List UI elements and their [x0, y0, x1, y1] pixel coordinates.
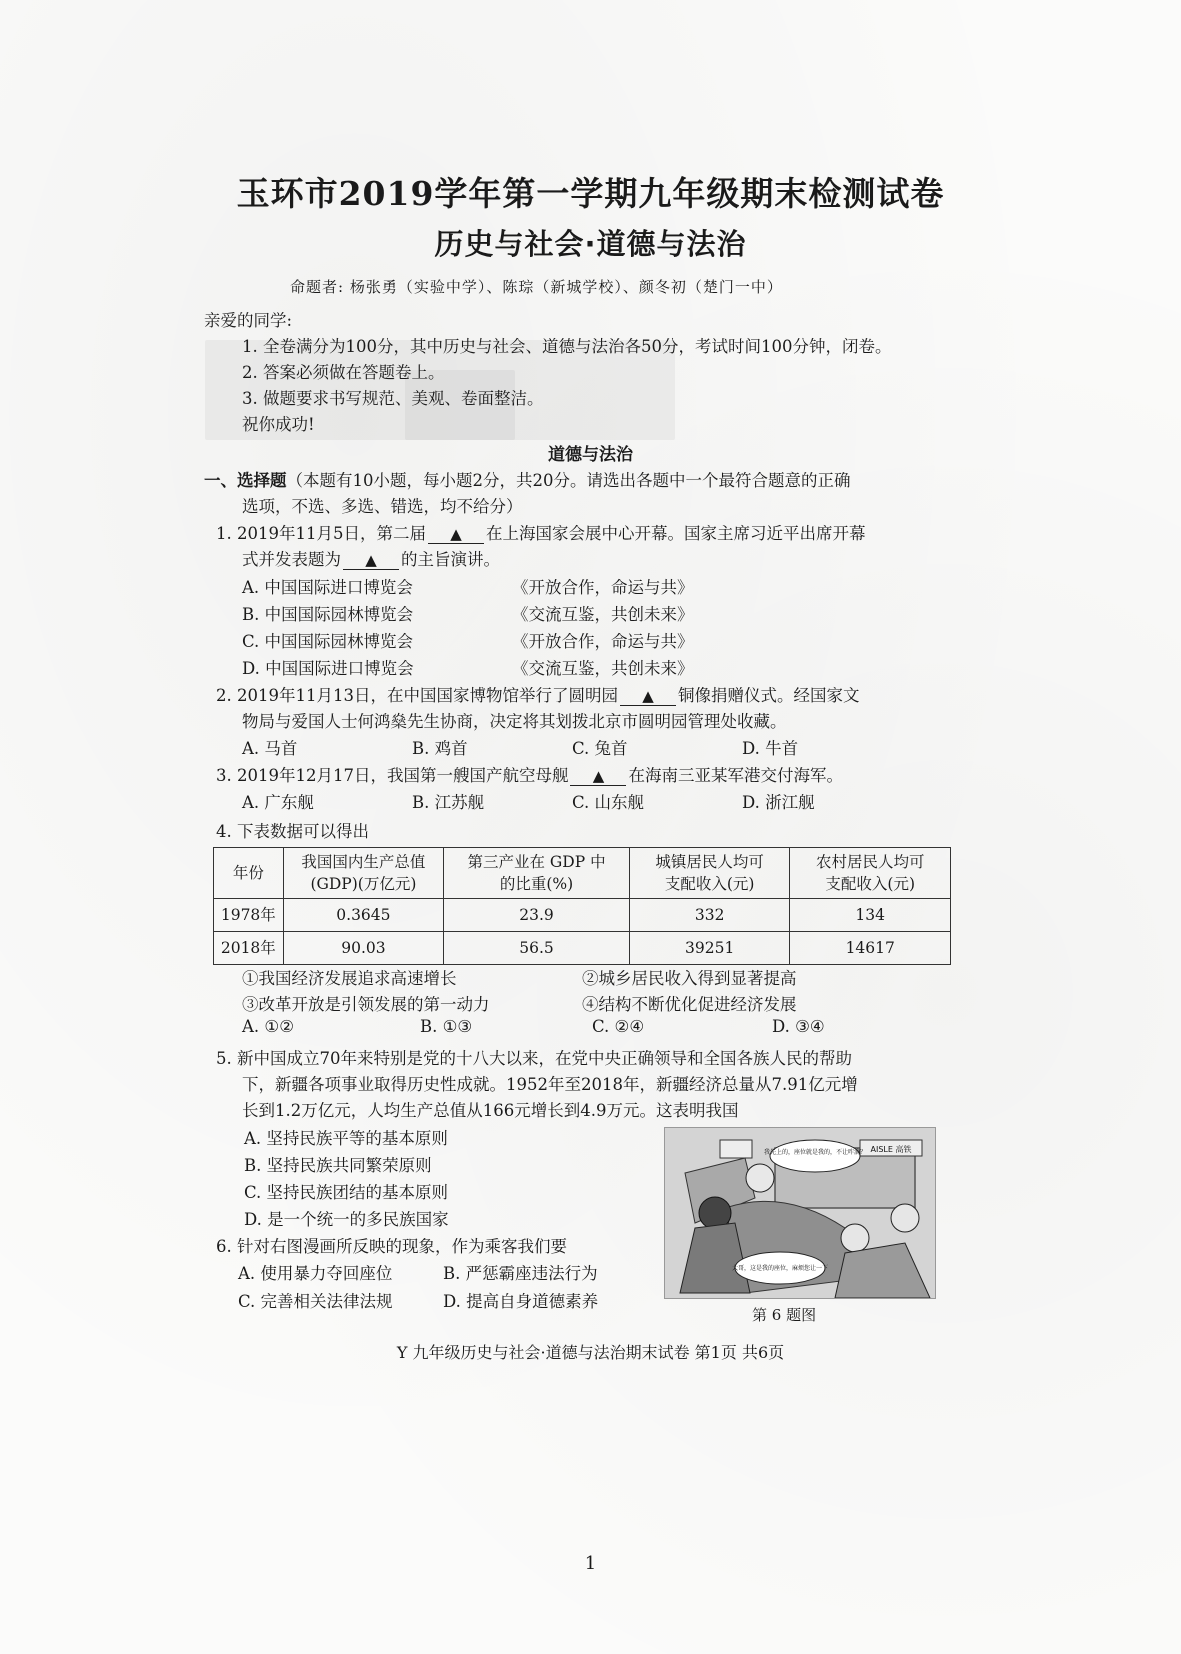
question-2-option-d: D. 牛首 — [742, 739, 799, 758]
part-description-cont: 选项，不选、多选、错选，均不给分） — [242, 497, 523, 516]
question-3-option-d: D. 浙江舰 — [742, 793, 815, 812]
question-1-option-b-detail: 《交流互鉴，共创未来》 — [512, 605, 694, 624]
question-4-option-c: C. ②④ — [592, 1017, 645, 1036]
exam-subtitle: 历史与社会·道德与法治 — [434, 227, 747, 261]
table-cell: 134 — [790, 899, 951, 932]
question-6-option-b: B. 严惩霸座违法行为 — [443, 1264, 598, 1283]
question-2-option-c: C. 兔首 — [572, 739, 628, 758]
question-1-option-c-detail: 《开放合作，命运与共》 — [512, 632, 694, 651]
question-4-statement: ①我国经济发展追求高速增长 — [242, 969, 457, 988]
question-6-stem: 6. 针对右图漫画所反映的现象，作为乘客我们要 — [216, 1237, 567, 1256]
table-row — [214, 899, 951, 932]
question-5-stem-cont: 长到1.2万亿元，人均生产总值从166元增长到4.9万元。这表明我国 — [242, 1101, 739, 1120]
question-3-option-a: A. 广东舰 — [242, 793, 314, 812]
table-row — [214, 932, 951, 965]
question-2-option-b: B. 鸡首 — [412, 739, 468, 758]
question-2-stem-cont: 物局与爱国人士何鸿燊先生协商，决定将其划拨北京市圆明园管理处收藏。 — [242, 712, 787, 731]
question-1-option-c: C. 中国国际园林博览会 — [242, 632, 414, 651]
question-3-stem: 3. 2019年12月17日，我国第一艘国产航空母舰 ▲ 在海南三亚某军港交付海军。 — [216, 766, 843, 785]
exam-title: 玉环市2019学年第一学期九年级期末检测试卷 — [236, 174, 945, 213]
question-4-option-a: A. ①② — [242, 1017, 294, 1036]
part-description: （本题有10小题，每小题2分，共20分。请选出各题中一个最符合题意的正确 — [286, 471, 851, 490]
question-4-stem: 4. 下表数据可以得出 — [216, 822, 369, 841]
answer-blank: ▲ — [343, 551, 399, 570]
part-heading — [204, 467, 851, 491]
speech-bubble-bottom: 大哥，这是我的座位，麻烦您让一下 — [731, 1265, 829, 1272]
question-4-statement: ②城乡居民收入得到显著提高 — [582, 969, 797, 988]
question-5-option-c: C. 坚持民族团结的基本原则 — [244, 1183, 449, 1202]
question-1-option-b: B. 中国国际园林博览会 — [242, 605, 414, 624]
table-cell: 2018年 — [214, 932, 284, 965]
page-footer: Y 九年级历史与社会·道德与法治期末试卷 第1页 共6页 — [396, 1343, 785, 1362]
question-4-statement: ③改革开放是引领发展的第一动力 — [242, 995, 490, 1014]
table-header-cell: 农村居民人均可 支配收入(元) — [790, 848, 951, 899]
question-5-option-b: B. 坚持民族共同繁荣原则 — [244, 1156, 432, 1175]
question-5-stem-cont: 下，新疆各项事业取得历史性成就。1952年至2018年，新疆经济总量从7.91亿元增 — [242, 1075, 858, 1094]
question-5-stem: 5. 新中国成立70年来特别是党的十八大以来，在党中央正确领导和全国各族人民的帮助 — [216, 1049, 852, 1068]
question-5-option-d: D. 是一个统一的多民族国家 — [244, 1210, 449, 1229]
table-header-row — [214, 848, 951, 899]
question-6-option-a: A. 使用暴力夺回座位 — [238, 1264, 393, 1283]
table-cell: 0.3645 — [283, 899, 444, 932]
question-1-option-a-detail: 《开放合作，命运与共》 — [512, 578, 694, 597]
question-4-option-b: B. ①③ — [420, 1017, 473, 1036]
instruction-item: 2. 答案必须做在答题卷上。 — [242, 363, 445, 382]
data-table — [213, 847, 951, 965]
question-4-statement: ④结构不断优化促进经济发展 — [582, 995, 797, 1014]
question-4-option-d: D. ③④ — [772, 1017, 825, 1036]
answer-blank: ▲ — [620, 687, 676, 706]
question-1-option-d-detail: 《交流互鉴，共创未来》 — [512, 659, 694, 678]
table-cell: 90.03 — [283, 932, 444, 965]
table-cell: 39251 — [629, 932, 790, 965]
question-1-stem-cont: 式并发表题为 ▲ 的主旨演讲。 — [242, 550, 500, 569]
answer-blank: ▲ — [570, 767, 626, 786]
speech-bubble-top: 我先上的，座位就是我的，不让咋滴？ — [763, 1149, 867, 1156]
question-1-option-a: A. 中国国际进口博览会 — [242, 578, 413, 597]
question-3-option-b: B. 江苏舰 — [412, 793, 485, 812]
answer-blank: ▲ — [428, 525, 484, 544]
closing-text: 祝你成功! — [242, 415, 315, 434]
question-6-option-d: D. 提高自身道德素养 — [443, 1292, 599, 1311]
question-1-option-d: D. 中国国际进口博览会 — [242, 659, 414, 678]
cartoon-figure — [664, 1127, 936, 1299]
question-2-option-a: A. 马首 — [242, 739, 298, 758]
table-cell: 332 — [629, 899, 790, 932]
greeting: 亲爱的同学: — [204, 311, 293, 330]
question-5-option-a: A. 坚持民族平等的基本原则 — [244, 1129, 448, 1148]
question-2-stem: 2. 2019年11月13日，在中国国家博物馆举行了圆明园 ▲ 铜像捐赠仪式。经国家文 — [216, 686, 860, 705]
page-number: 1 — [584, 1553, 597, 1574]
table-cell: 56.5 — [444, 932, 630, 965]
table-header-cell: 第三产业在 GDP 中 的比重(%) — [444, 848, 630, 899]
figure-caption: 第 6 题图 — [752, 1306, 817, 1324]
part-label: 一、选择题 — [204, 471, 287, 490]
exam-authors: 命题者: 杨张勇（实验中学）、陈琮（新城学校）、颜冬初（楚门一中） — [290, 278, 783, 296]
table-header-cell: 年份 — [214, 848, 284, 899]
svg-text:AISLE 高铁: AISLE 高铁 — [870, 1145, 912, 1154]
table-header-cell: 城镇居民人均可 支配收入(元) — [629, 848, 790, 899]
question-1-stem: 1. 2019年11月5日，第二届 ▲ 在上海国家会展中心开幕。国家主席习近平出席开幕 — [216, 524, 866, 543]
section-title: 道德与法治 — [548, 445, 633, 465]
question-3-option-c: C. 山东舰 — [572, 793, 645, 812]
table-cell: 1978年 — [214, 899, 284, 932]
question-6-option-c: C. 完善相关法律法规 — [238, 1292, 393, 1311]
table-header-cell: 我国国内生产总值 (GDP)(万亿元) — [283, 848, 444, 899]
table-cell: 23.9 — [444, 899, 630, 932]
instruction-item: 1. 全卷满分为100分，其中历史与社会、道德与法治各50分，考试时间100分钟，闭卷。 — [242, 337, 892, 356]
instruction-item: 3. 做题要求书写规范、美观、卷面整洁。 — [242, 389, 544, 408]
train-seat-cartoon-illustration — [665, 1128, 935, 1298]
table-cell: 14617 — [790, 932, 951, 965]
